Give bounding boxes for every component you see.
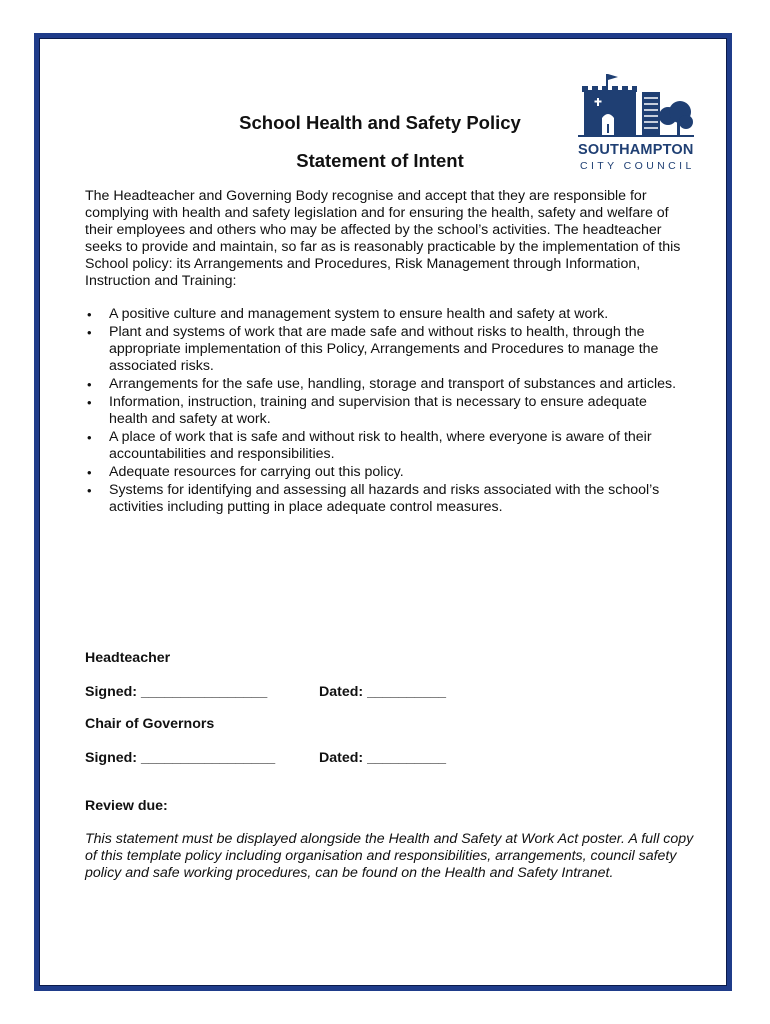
headteacher-signed-field: Signed: ________________: [85, 684, 268, 700]
list-item: • Arrangements for the safe use, handling, storage and transport of substances and articles.: [85, 376, 685, 393]
castle-skyline-logo-icon: [578, 72, 694, 140]
document-subtitle: Statement of Intent: [296, 150, 464, 171]
list-item: • Information, instruction, training and supervision that is necessary to ensure adequate health and safety at work.: [85, 394, 685, 428]
headteacher-heading: Headteacher: [85, 650, 171, 666]
document-title: School Health and Safety Policy: [239, 112, 521, 133]
chair-heading: Chair of Governors: [85, 716, 215, 732]
chair-dated-field: Dated: __________: [319, 750, 446, 766]
logo-subtitle: CITY COUNCIL: [580, 160, 695, 172]
list-item: • A positive culture and management system to ensure health and safety at work.: [85, 306, 685, 323]
chair-signed-field: Signed: _________________: [85, 750, 276, 766]
commitments-list: [85, 306, 685, 517]
intro-paragraph: The Headteacher and Governing Body recognise and accept that they are responsible for complying with health and safety legislation and for ensuring the health, safety and welfare of their employees and others who may be affected by the school’s activities. The headteacher seeks to provide and maintain, so far as is reasonably practicable by the implementation of this School policy: its Arrangements and Procedures, Risk Management through Information, Instruction and Training:: [85, 188, 681, 289]
list-item: • A place of work that is safe and without risk to health, where everyone is aware of their accountabilities and responsibilities.: [85, 429, 685, 463]
list-item: • Systems for identifying and assessing all hazards and risks associated with the school’s activities including putting in place adequate control measures.: [85, 482, 685, 516]
logo-wordmark: SOUTHAMPTON: [578, 142, 694, 158]
review-due-label: Review due:: [85, 798, 168, 814]
headteacher-dated-field: Dated: __________: [319, 684, 446, 700]
list-item: • Plant and systems of work that are made safe and without risks to health, through the appropriate implementation of this Policy, Arrangements and Procedures to manage the associated risks.: [85, 324, 685, 375]
southampton-city-council-logo: [578, 72, 694, 176]
list-item: • Adequate resources for carrying out this policy.: [85, 464, 685, 481]
footer-note: This statement must be displayed alongside the Health and Safety at Work Act poster. A full copy of this template policy including organisation and responsibilities, arrangements, council safety policy and safe working procedures, can be found on the Health and Safety Intranet.: [85, 831, 694, 881]
